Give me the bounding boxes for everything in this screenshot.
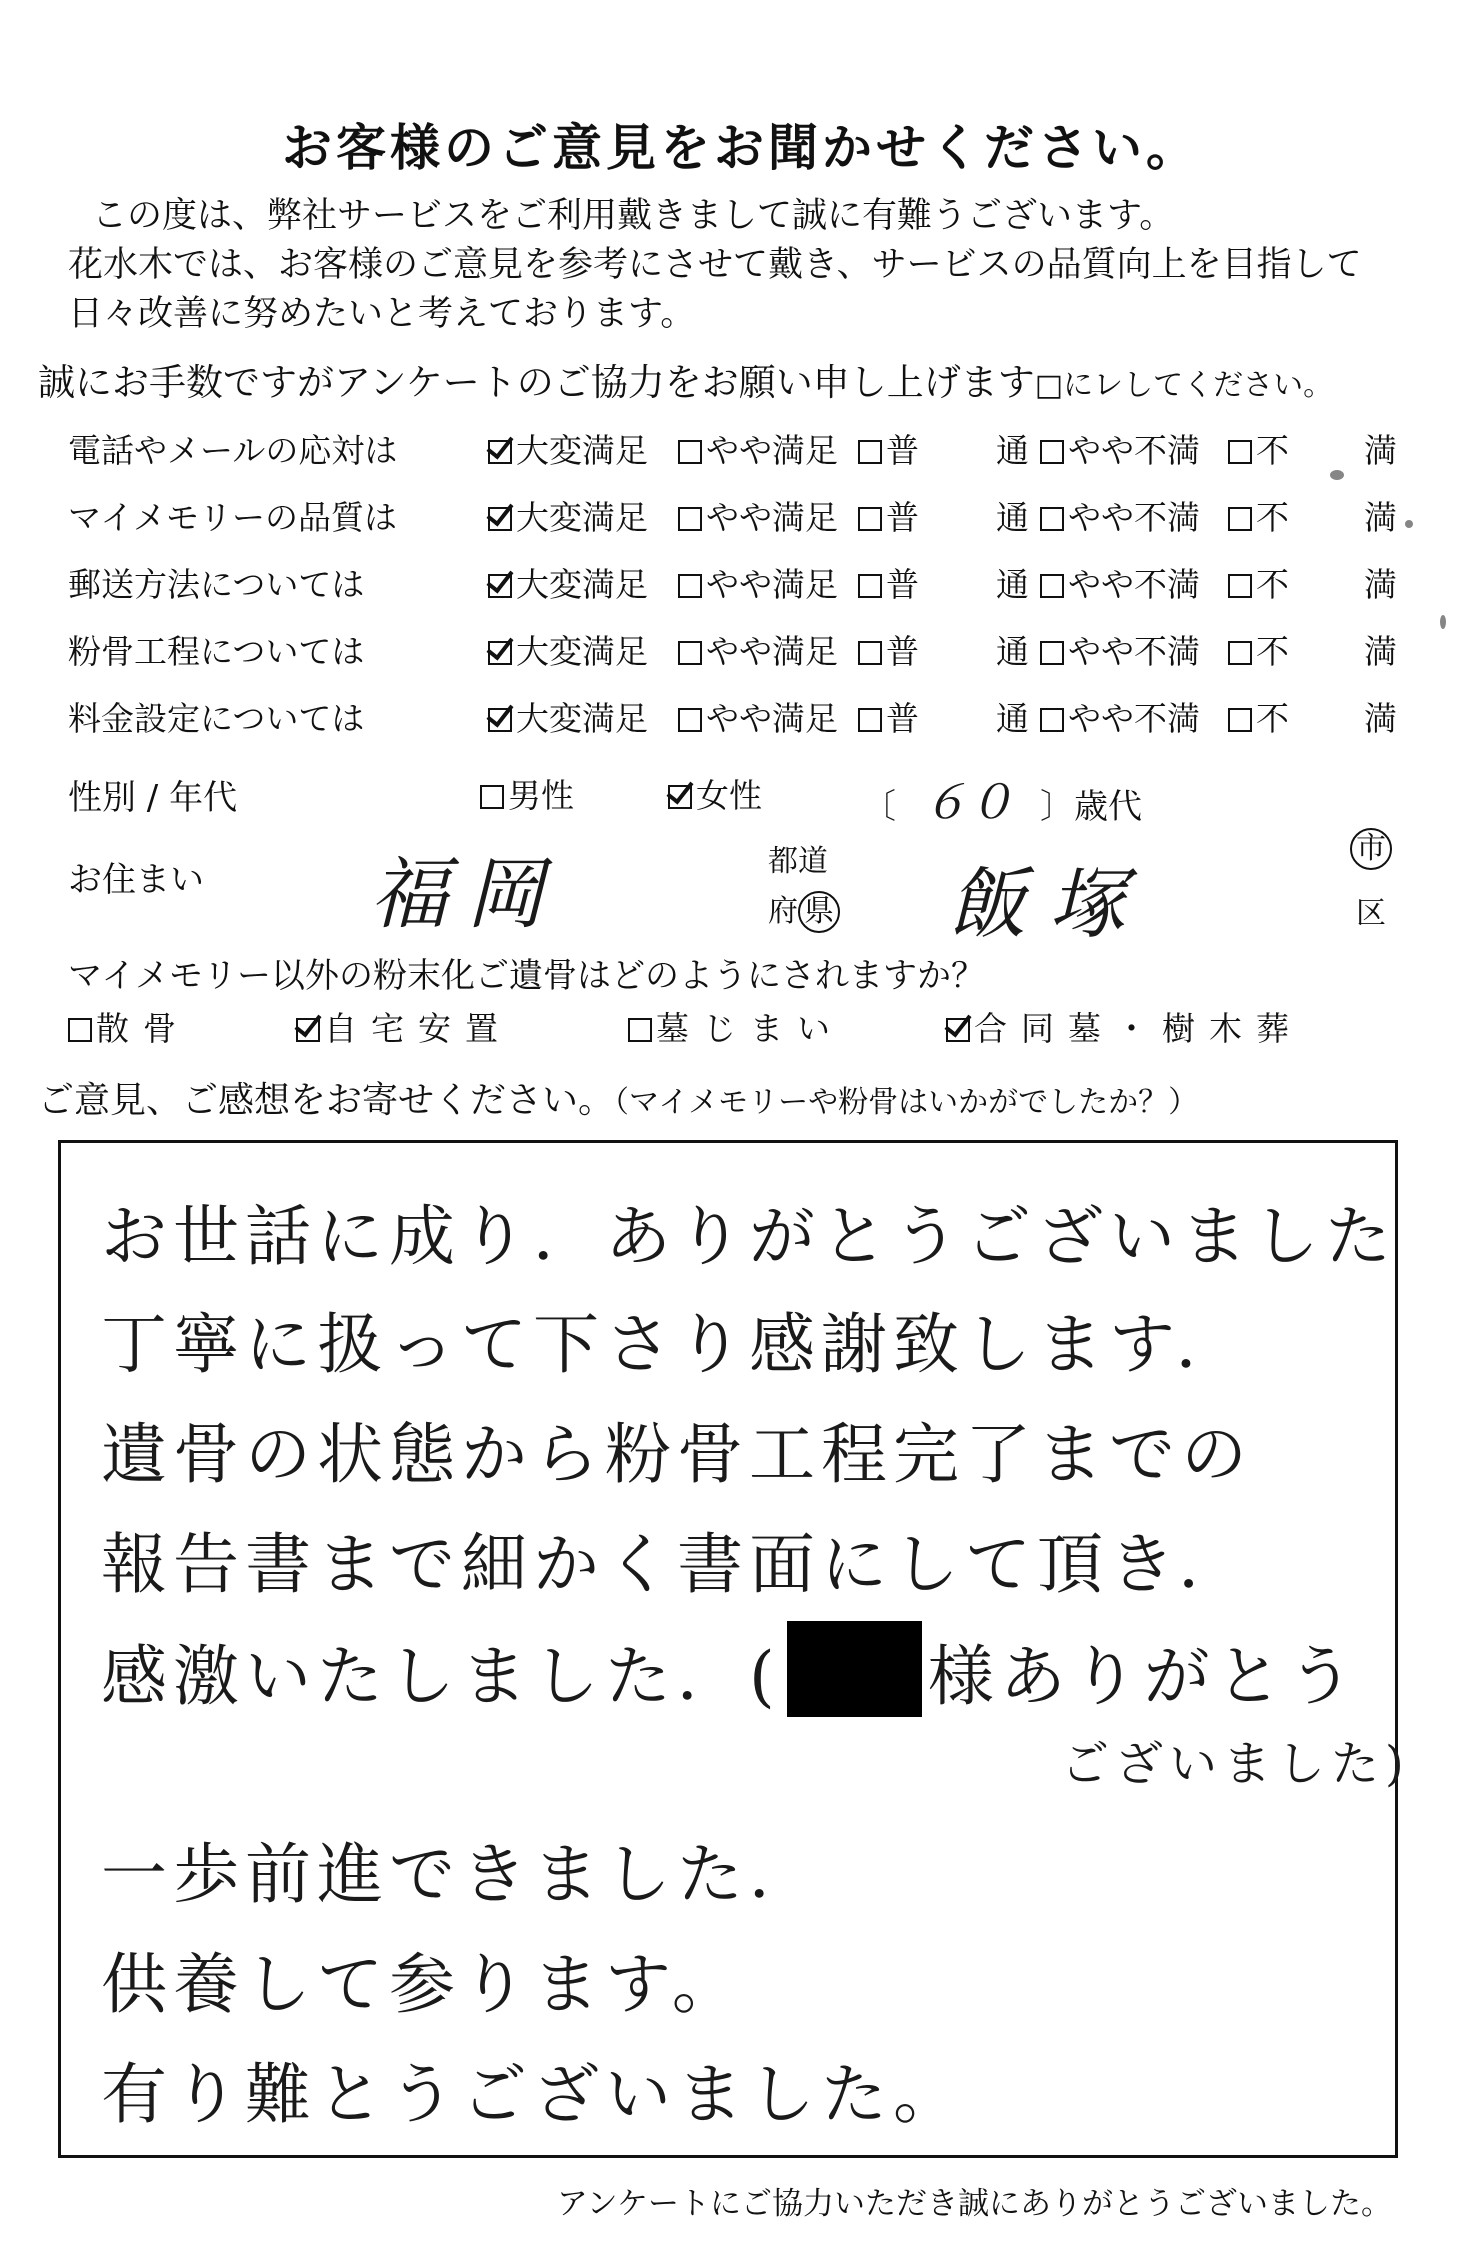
scan-speck	[1440, 615, 1446, 629]
comment-box[interactable]	[58, 1140, 1410, 2158]
option-dissatisfied[interactable]: 不	[1228, 559, 1289, 606]
comment-text: 様ありがとう	[927, 1638, 1360, 1715]
remains-option-label: 合同墓・樹木葬	[974, 1009, 1303, 1048]
question-label: 粉骨工程については	[68, 632, 365, 671]
redacted-name	[787, 1621, 922, 1717]
city-value: 飯塚	[948, 860, 1149, 950]
checkbox[interactable]	[1228, 574, 1252, 598]
comment-line: お世話に成り．ありがとうございました	[101, 1198, 1397, 1275]
checkbox[interactable]	[946, 1018, 970, 1042]
survey-title: お客様のご意見をお聞かせください。	[282, 119, 1200, 177]
option-neutral[interactable]: 普	[858, 425, 919, 472]
option-somewhat-dissatisfied[interactable]: やや不満	[1040, 693, 1200, 740]
option-neutral[interactable]: 普	[858, 693, 919, 740]
shi-circled: 市	[1350, 828, 1392, 870]
comment-line: 遺骨の状態から粉骨工程完了までの	[101, 1416, 1253, 1493]
checkbox[interactable]	[68, 1018, 92, 1042]
checkbox[interactable]	[858, 641, 882, 665]
option-very-satisfied[interactable]: 大変満足	[488, 626, 648, 673]
comment-line: 丁寧に扱って下さり感謝致します．	[101, 1306, 1248, 1383]
checkbox[interactable]	[858, 440, 882, 464]
option-neutral-suffix: 通	[996, 431, 1029, 470]
comment-line	[101, 1621, 1360, 1718]
checkbox[interactable]	[858, 708, 882, 732]
remains-option-label: 墓じまい	[656, 1009, 844, 1048]
question-label: マイメモリーの品質は	[68, 498, 398, 537]
option-somewhat-satisfied[interactable]: やや満足	[678, 492, 838, 539]
comments-heading	[38, 1072, 1198, 1123]
checkbox[interactable]	[858, 507, 882, 531]
request-text: 誠にお手数ですがアンケートのご協力をお願い申し上げます	[38, 361, 1035, 404]
option-somewhat-dissatisfied[interactable]: やや不満	[1040, 492, 1200, 539]
checkbox[interactable]	[1228, 507, 1252, 531]
option-dissatisfied-suffix: 満	[1364, 431, 1397, 470]
scan-speck	[1405, 520, 1413, 528]
option-somewhat-dissatisfied[interactable]: やや不満	[1040, 425, 1200, 472]
comments-subtitle: （マイメモリーや粉骨はいかがでしたか？）	[614, 1085, 1199, 1120]
question-label: 電話やメールの応対は	[68, 431, 398, 470]
option-dissatisfied[interactable]: 不	[1228, 626, 1289, 673]
option-neutral-suffix: 通	[996, 632, 1029, 671]
footer-thanks: アンケートにご協力いただき誠にありがとうございました。	[556, 2186, 1392, 2222]
comments-title: ご意見、ご感想をお寄せください。	[38, 1080, 615, 1121]
checkbox[interactable]	[628, 1018, 652, 1042]
checkbox[interactable]	[678, 641, 702, 665]
comment-line: 報告書まで細かく書面にして頂き．	[101, 1526, 1251, 1603]
intro-text	[68, 192, 1362, 339]
comment-line: 有り難とうございました。	[101, 2056, 965, 2133]
option-very-satisfied[interactable]: 大変満足	[488, 559, 648, 606]
age-value: ６０	[922, 775, 1014, 829]
checkbox[interactable]	[1228, 641, 1252, 665]
option-neutral-suffix: 通	[996, 498, 1029, 537]
option-dissatisfied-suffix: 満	[1364, 565, 1397, 604]
checkbox[interactable]	[1040, 574, 1064, 598]
comment-line: 一歩前進できました．	[101, 1836, 821, 1913]
remains-option[interactable]	[628, 1003, 844, 1050]
gender-age-label: 性別 / 年代	[68, 778, 238, 818]
option-dissatisfied-suffix: 満	[1364, 699, 1397, 738]
question-label: 料金設定については	[68, 699, 365, 738]
address-label: お住まい	[68, 860, 204, 900]
intro-line-2: 花水木では、お客様のご意見を参考にさせて戴き、サービスの品質向上を目指して	[68, 245, 1362, 285]
checkbox[interactable]	[1040, 440, 1064, 464]
comment-line: 供養して参ります。	[101, 1946, 744, 2023]
remains-option-label: 散骨	[96, 1009, 190, 1048]
scan-speck	[1330, 470, 1344, 480]
option-somewhat-satisfied[interactable]: やや満足	[678, 425, 838, 472]
male-checkbox[interactable]	[480, 785, 504, 809]
option-somewhat-satisfied[interactable]: やや満足	[678, 626, 838, 673]
request-instruction: □にレしてください。	[1034, 368, 1334, 403]
survey-request	[38, 352, 1333, 406]
option-very-satisfied[interactable]: 大変満足	[488, 425, 648, 472]
option-somewhat-dissatisfied[interactable]: やや不満	[1040, 559, 1200, 606]
checkbox[interactable]	[1040, 641, 1064, 665]
checkbox[interactable]	[678, 574, 702, 598]
option-neutral[interactable]: 普	[858, 559, 919, 606]
checkbox[interactable]	[678, 440, 702, 464]
option-neutral[interactable]: 普	[858, 626, 919, 673]
remains-option-label: 自宅安置	[324, 1009, 512, 1048]
checkbox[interactable]	[488, 507, 512, 531]
option-dissatisfied-suffix: 満	[1364, 632, 1397, 671]
pref-type-to-dou: 都道	[768, 844, 828, 879]
gender-male-option[interactable]: 男性	[480, 770, 574, 817]
option-very-satisfied[interactable]: 大変満足	[488, 693, 648, 740]
checkbox[interactable]	[1040, 708, 1064, 732]
option-dissatisfied[interactable]: 不	[1228, 492, 1289, 539]
option-somewhat-satisfied[interactable]: やや満足	[678, 559, 838, 606]
checkbox[interactable]	[1228, 440, 1252, 464]
ken-circled: 県	[798, 891, 840, 933]
checkbox[interactable]	[488, 440, 512, 464]
option-neutral-suffix: 通	[996, 699, 1029, 738]
checkbox[interactable]	[678, 507, 702, 531]
gender-female-option[interactable]: 女性	[668, 770, 762, 817]
remains-option[interactable]	[296, 1003, 512, 1050]
checkbox[interactable]	[1228, 708, 1252, 732]
option-somewhat-dissatisfied[interactable]: やや不満	[1040, 626, 1200, 673]
prefecture-value: 福岡	[370, 850, 563, 940]
checkbox[interactable]	[678, 708, 702, 732]
female-checkbox[interactable]	[668, 785, 692, 809]
checkbox[interactable]	[488, 574, 512, 598]
option-dissatisfied-suffix: 満	[1364, 498, 1397, 537]
remains-option[interactable]	[946, 1003, 1303, 1050]
comment-text: 感激いたしました．(	[101, 1638, 781, 1715]
remains-question: マイメモリー以外の粉末化ご遺骨はどのようにされますか？	[68, 956, 985, 996]
intro-line-1: この度は、弊社サービスをご利用戴きまして誠に有難うございます。	[92, 196, 1175, 236]
question-label: 郵送方法については	[68, 565, 365, 604]
city-type-shi	[1350, 828, 1392, 870]
option-somewhat-satisfied[interactable]: やや満足	[678, 693, 838, 740]
option-neutral[interactable]: 普	[858, 492, 919, 539]
comment-line: ございました)	[1061, 1736, 1410, 1792]
checkbox[interactable]	[488, 641, 512, 665]
option-very-satisfied[interactable]: 大変満足	[488, 492, 648, 539]
checkbox[interactable]	[488, 708, 512, 732]
option-dissatisfied[interactable]: 不	[1228, 693, 1289, 740]
city-type-ku: 区	[1356, 896, 1386, 931]
option-dissatisfied[interactable]: 不	[1228, 425, 1289, 472]
checkbox[interactable]	[296, 1018, 320, 1042]
checkbox[interactable]	[1040, 507, 1064, 531]
intro-line-3: 日々改善に努めたいと考えております。	[68, 294, 696, 334]
age-field[interactable]: 〔 ６０ 〕歳代	[862, 775, 1142, 829]
remains-option[interactable]	[68, 1003, 190, 1050]
checkbox[interactable]	[858, 574, 882, 598]
option-neutral-suffix: 通	[996, 565, 1029, 604]
pref-type-fu-ken: 府 県	[768, 886, 840, 933]
